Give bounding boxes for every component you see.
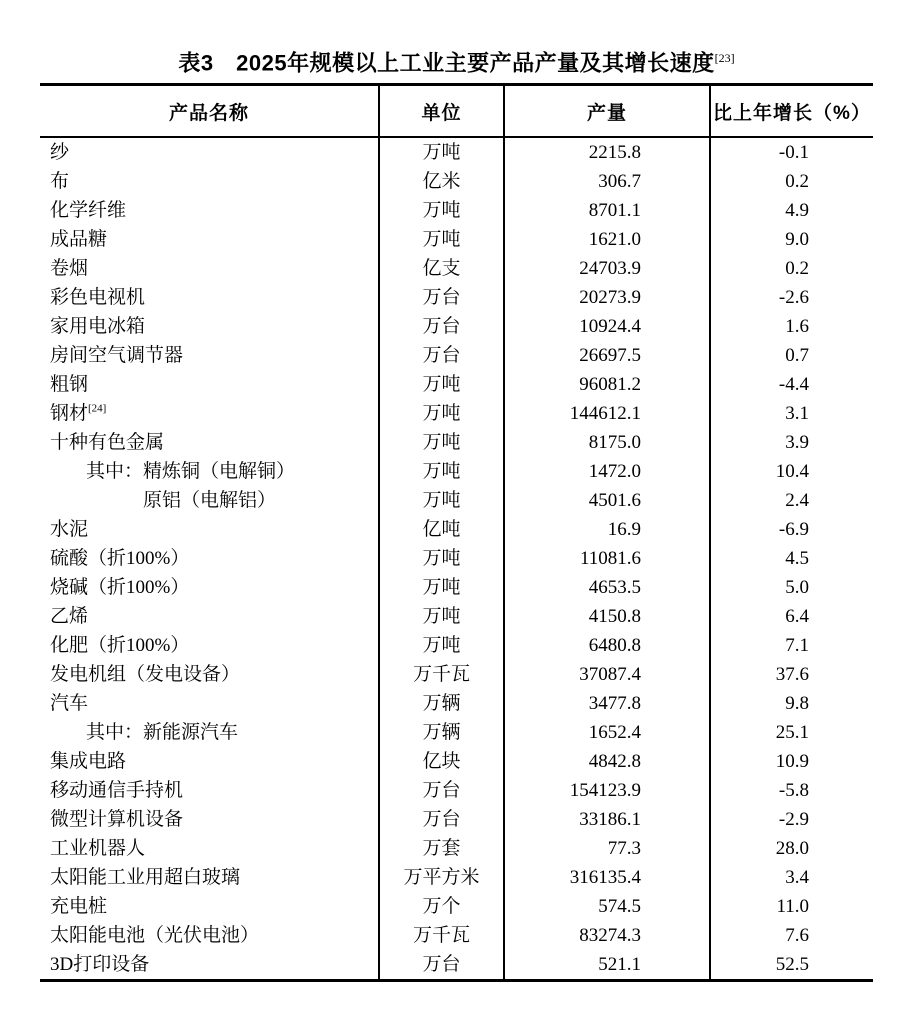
unit-cell: 万千瓦 <box>379 921 504 950</box>
product-name-cell <box>40 573 379 602</box>
product-name-text: 纱 <box>50 142 70 164</box>
product-name-text: 粗钢 <box>50 374 89 396</box>
table-row <box>40 486 873 515</box>
product-name-text: 十种有色金属 <box>50 432 165 454</box>
table-body <box>40 137 873 981</box>
table-row <box>40 747 873 776</box>
product-name-cell <box>40 137 379 167</box>
table-row <box>40 515 873 544</box>
product-name-text: 微型计算机设备 <box>50 809 184 831</box>
product-name-text: 硫酸（折100%） <box>50 548 190 570</box>
column-header-output: 产量 <box>504 85 710 138</box>
table-row <box>40 399 873 428</box>
products-table <box>40 83 873 982</box>
unit-cell: 万吨 <box>379 370 504 399</box>
growth-value-cell: 7.1 <box>710 631 873 660</box>
product-name-text: 化学纤维 <box>50 200 127 222</box>
unit-cell: 万台 <box>379 950 504 981</box>
product-name-cell <box>40 602 379 631</box>
unit-cell: 亿支 <box>379 254 504 283</box>
product-name-cell <box>40 341 379 370</box>
growth-value-cell: 7.6 <box>710 921 873 950</box>
output-value-cell: 96081.2 <box>504 370 710 399</box>
growth-value-cell: -2.9 <box>710 805 873 834</box>
growth-value-cell: 5.0 <box>710 573 873 602</box>
unit-cell: 万吨 <box>379 486 504 515</box>
output-value-cell: 37087.4 <box>504 660 710 689</box>
unit-cell: 万台 <box>379 312 504 341</box>
table-title <box>40 0 873 83</box>
product-name-text: 工业机器人 <box>50 838 146 860</box>
unit-cell: 万吨 <box>379 196 504 225</box>
output-value-cell: 10924.4 <box>504 312 710 341</box>
product-name-cell <box>40 950 379 981</box>
table-title-footnote-ref: [23] <box>714 51 735 65</box>
growth-value-cell: -6.9 <box>710 515 873 544</box>
product-name-text: 钢材 <box>50 403 89 425</box>
product-name-cell <box>40 544 379 573</box>
table-title-text: 表3 2025年规模以上工业主要产品产量及其增长速度 <box>178 50 715 76</box>
product-name-text: 成品糖 <box>50 229 108 251</box>
growth-value-cell: 3.1 <box>710 399 873 428</box>
product-name-cell <box>40 370 379 399</box>
unit-cell: 万吨 <box>379 631 504 660</box>
table-row <box>40 689 873 718</box>
growth-value-cell: 52.5 <box>710 950 873 981</box>
table-row <box>40 776 873 805</box>
product-footnote-ref: [24] <box>88 403 107 415</box>
output-value-cell: 2215.8 <box>504 137 710 167</box>
unit-cell: 万吨 <box>379 602 504 631</box>
product-name-text: 彩色电视机 <box>50 287 146 309</box>
product-name-cell <box>40 776 379 805</box>
growth-value-cell: 3.9 <box>710 428 873 457</box>
table-row <box>40 950 873 981</box>
output-value-cell: 1652.4 <box>504 718 710 747</box>
product-name-text: 烧碱（折100%） <box>50 577 190 599</box>
product-name-text: 太阳能电池（光伏电池） <box>50 925 260 947</box>
table-row <box>40 863 873 892</box>
growth-value-cell: -2.6 <box>710 283 873 312</box>
unit-cell: 亿吨 <box>379 515 504 544</box>
output-value-cell: 4501.6 <box>504 486 710 515</box>
product-name-text: 其中：新能源汽车 <box>86 722 239 744</box>
table-row <box>40 457 873 486</box>
product-name-cell <box>40 515 379 544</box>
product-name-text: 原铝（电解铝） <box>143 490 277 512</box>
product-name-cell <box>40 167 379 196</box>
unit-cell: 万吨 <box>379 544 504 573</box>
product-name-text: 房间空气调节器 <box>50 345 184 367</box>
output-value-cell: 4150.8 <box>504 602 710 631</box>
table-row <box>40 167 873 196</box>
table-row <box>40 254 873 283</box>
unit-cell: 万吨 <box>379 573 504 602</box>
growth-value-cell: 10.9 <box>710 747 873 776</box>
table-row <box>40 834 873 863</box>
table-row <box>40 370 873 399</box>
product-name-text: 移动通信手持机 <box>50 780 184 802</box>
unit-cell: 万吨 <box>379 428 504 457</box>
growth-value-cell: 4.9 <box>710 196 873 225</box>
unit-cell: 万台 <box>379 776 504 805</box>
product-name-text: 水泥 <box>50 519 89 541</box>
unit-cell: 万套 <box>379 834 504 863</box>
product-name-cell <box>40 428 379 457</box>
table-row <box>40 921 873 950</box>
growth-value-cell: 10.4 <box>710 457 873 486</box>
product-name-cell <box>40 921 379 950</box>
output-value-cell: 306.7 <box>504 167 710 196</box>
product-name-cell <box>40 892 379 921</box>
table-row <box>40 718 873 747</box>
growth-value-cell: 9.8 <box>710 689 873 718</box>
product-name-cell <box>40 312 379 341</box>
product-name-text: 太阳能工业用超白玻璃 <box>50 867 241 889</box>
product-name-text: 集成电路 <box>50 751 127 773</box>
output-value-cell: 574.5 <box>504 892 710 921</box>
table-row <box>40 137 873 167</box>
growth-value-cell: 3.4 <box>710 863 873 892</box>
growth-value-cell: 0.2 <box>710 167 873 196</box>
product-name-text: 乙烯 <box>50 606 89 628</box>
product-name-text: 发电机组（发电设备） <box>50 664 241 686</box>
output-value-cell: 521.1 <box>504 950 710 981</box>
output-value-cell: 144612.1 <box>504 399 710 428</box>
column-header-product: 产品名称 <box>40 85 379 138</box>
column-header-growth: 比上年增长（%） <box>710 85 873 138</box>
product-name-cell <box>40 834 379 863</box>
table-row <box>40 283 873 312</box>
table-row <box>40 573 873 602</box>
product-name-cell <box>40 689 379 718</box>
product-name-cell <box>40 805 379 834</box>
unit-cell: 万吨 <box>379 225 504 254</box>
output-value-cell: 154123.9 <box>504 776 710 805</box>
output-value-cell: 20273.9 <box>504 283 710 312</box>
output-value-cell: 8701.1 <box>504 196 710 225</box>
table-row <box>40 341 873 370</box>
growth-value-cell: 1.6 <box>710 312 873 341</box>
product-name-text: 化肥（折100%） <box>50 635 190 657</box>
growth-value-cell: 37.6 <box>710 660 873 689</box>
product-name-cell <box>40 399 379 428</box>
table-row <box>40 544 873 573</box>
output-value-cell: 33186.1 <box>504 805 710 834</box>
table-header-row <box>40 85 873 138</box>
product-name-cell <box>40 486 379 515</box>
table-row <box>40 602 873 631</box>
output-value-cell: 83274.3 <box>504 921 710 950</box>
unit-cell: 万吨 <box>379 457 504 486</box>
product-name-cell <box>40 660 379 689</box>
unit-cell: 万个 <box>379 892 504 921</box>
product-name-text: 其中：精炼铜（电解铜） <box>86 461 296 483</box>
product-name-cell <box>40 283 379 312</box>
unit-cell: 万千瓦 <box>379 660 504 689</box>
product-name-cell <box>40 863 379 892</box>
product-name-text: 汽车 <box>50 693 89 715</box>
unit-cell: 万平方米 <box>379 863 504 892</box>
product-name-text: 家用电冰箱 <box>50 316 146 338</box>
output-value-cell: 11081.6 <box>504 544 710 573</box>
output-value-cell: 3477.8 <box>504 689 710 718</box>
output-value-cell: 1621.0 <box>504 225 710 254</box>
output-value-cell: 26697.5 <box>504 341 710 370</box>
output-value-cell: 1472.0 <box>504 457 710 486</box>
growth-value-cell: 28.0 <box>710 834 873 863</box>
product-name-text: 布 <box>50 171 70 193</box>
product-name-cell <box>40 631 379 660</box>
output-value-cell: 8175.0 <box>504 428 710 457</box>
table-row <box>40 225 873 254</box>
output-value-cell: 4842.8 <box>504 747 710 776</box>
growth-value-cell: 11.0 <box>710 892 873 921</box>
unit-cell: 亿米 <box>379 167 504 196</box>
output-value-cell: 16.9 <box>504 515 710 544</box>
table-row <box>40 196 873 225</box>
output-value-cell: 24703.9 <box>504 254 710 283</box>
output-value-cell: 6480.8 <box>504 631 710 660</box>
product-name-cell <box>40 225 379 254</box>
product-name-text: 卷烟 <box>50 258 89 280</box>
unit-cell: 万台 <box>379 283 504 312</box>
growth-value-cell: 2.4 <box>710 486 873 515</box>
unit-cell: 万台 <box>379 805 504 834</box>
growth-value-cell: -4.4 <box>710 370 873 399</box>
growth-value-cell: 0.2 <box>710 254 873 283</box>
output-value-cell: 316135.4 <box>504 863 710 892</box>
unit-cell: 万辆 <box>379 718 504 747</box>
unit-cell: 万吨 <box>379 137 504 167</box>
output-value-cell: 4653.5 <box>504 573 710 602</box>
growth-value-cell: 4.5 <box>710 544 873 573</box>
product-name-text: 充电桩 <box>50 896 108 918</box>
table-row <box>40 428 873 457</box>
growth-value-cell: 6.4 <box>710 602 873 631</box>
growth-value-cell: 0.7 <box>710 341 873 370</box>
product-name-cell <box>40 254 379 283</box>
product-name-cell <box>40 457 379 486</box>
table-row <box>40 660 873 689</box>
unit-cell: 万台 <box>379 341 504 370</box>
table-row <box>40 631 873 660</box>
table-row <box>40 892 873 921</box>
output-value-cell: 77.3 <box>504 834 710 863</box>
growth-value-cell: -0.1 <box>710 137 873 167</box>
table-row <box>40 312 873 341</box>
unit-cell: 万辆 <box>379 689 504 718</box>
growth-value-cell: 25.1 <box>710 718 873 747</box>
table-row <box>40 805 873 834</box>
product-name-text: 3D打印设备 <box>50 954 150 976</box>
growth-value-cell: -5.8 <box>710 776 873 805</box>
product-name-cell <box>40 196 379 225</box>
product-name-cell <box>40 747 379 776</box>
unit-cell: 亿块 <box>379 747 504 776</box>
growth-value-cell: 9.0 <box>710 225 873 254</box>
column-header-unit: 单位 <box>379 85 504 138</box>
unit-cell: 万吨 <box>379 399 504 428</box>
product-name-cell <box>40 718 379 747</box>
